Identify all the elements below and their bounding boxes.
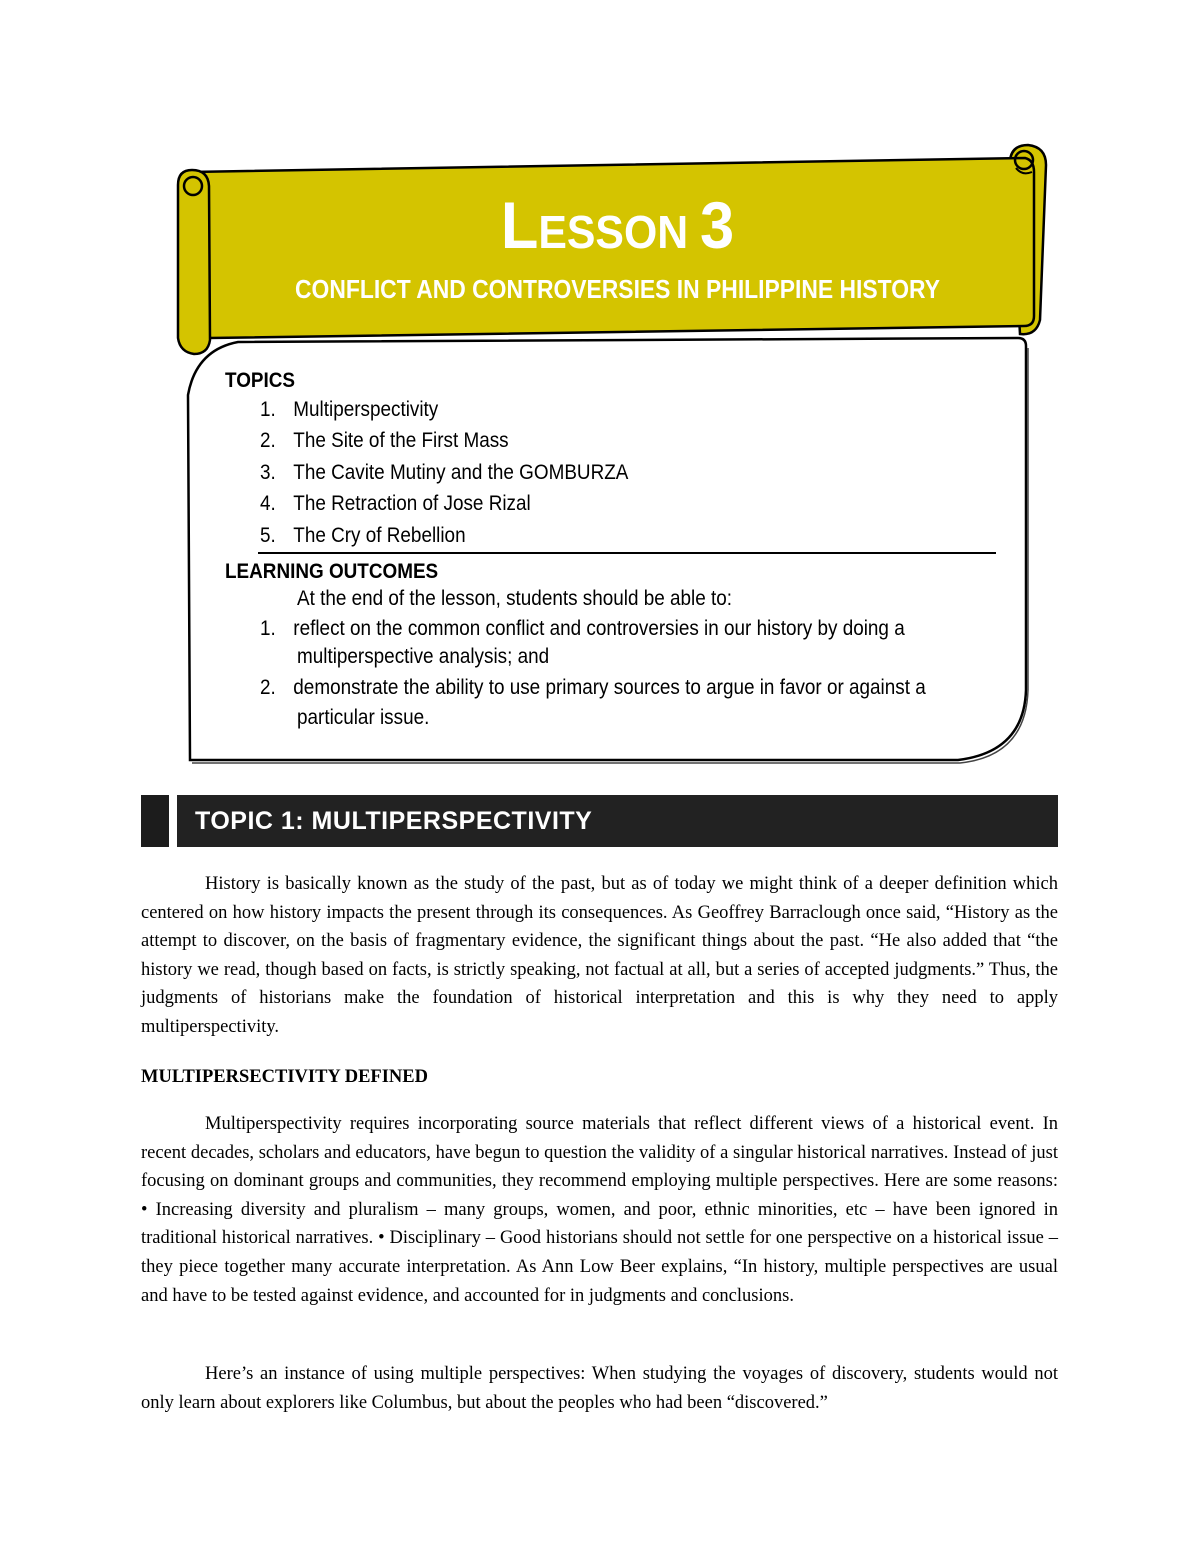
topic-item <box>260 457 628 488</box>
lesson-number: 3 <box>700 188 735 262</box>
lesson-title-rest: ESSON <box>538 206 689 258</box>
lesson-title-initial: L <box>500 188 539 262</box>
topic-number: 3. <box>260 461 276 484</box>
topic-label: The Site of the First Mass <box>293 429 509 452</box>
topics-divider <box>258 552 996 554</box>
topic-number: 2. <box>260 429 276 452</box>
topic-number: 5. <box>260 524 276 547</box>
outcome-number: 2. <box>260 676 276 699</box>
topic-item <box>260 488 531 519</box>
topic-item <box>260 394 438 425</box>
topics-heading: TOPICS <box>225 369 296 392</box>
lesson-title <box>229 188 1006 265</box>
outcome-item <box>260 672 926 703</box>
lesson-subtitle: CONFLICT AND CONTROVERSIES IN PHILIPPINE HISTORY <box>295 274 940 304</box>
outcome-line: particular issue. <box>297 706 430 729</box>
body-paragraph-3: Here’s an instance of using multiple perspectives: When studying the voyages of discovery, students would not only learn about explorers like Columbus, but about the peoples who had been “discovered.” <box>141 1364 1058 1413</box>
outcome-number: 1. <box>260 617 276 640</box>
outcome-line: demonstrate the ability to use primary sources to argue in favor or against a <box>293 676 926 699</box>
outcomes-heading: LEARNING OUTCOMES <box>225 560 439 583</box>
topic-label: Multiperspectivity <box>293 398 439 421</box>
topic-item <box>260 425 509 456</box>
topic-label: The Cry of Rebellion <box>293 524 466 547</box>
outcome-line: multiperspective analysis; and <box>297 645 550 668</box>
section-heading: MULTIPERSECTIVITY DEFINED <box>141 1067 428 1087</box>
outcomes-intro: At the end of the lesson, students should be able to: <box>297 587 733 610</box>
topic-label: The Cavite Mutiny and the GOMBURZA <box>293 461 629 484</box>
outcome-item <box>260 613 905 644</box>
body-paragraph-2: Multiperspectivity requires incorporating source materials that reflect different views of a historical event. In recent decades, scholars and educators, have begun to question the validity of a singular historical narratives. Instead of just focusing on dominant groups and communities, they recommend employing multiple perspectives. Here are some reasons: • Increasing diversity and pluralism – many groups, women, and poor, ethnic minorities, etc – have been ignored in traditional historical narratives. • Disciplinary – Good historians should not settle for one perspective on a historical issue – they piece together many accurate interpretation. As Ann Low Beer explains, “In history, multiple perspectives are usual and have to be tested against evidence, and accounted for in judgments and conclusions. <box>141 1114 1058 1306</box>
banner-left-roll <box>178 170 210 354</box>
body-paragraph-1: History is basically known as the study of the past, but as of today we might think of a deeper definition which centered on how history impacts the present through its consequences. As Geoffrey Barraclough once said, “History as the attempt to discover, on the basis of fragmentary evidence, the significant things about the past. “He also added that “the history we read, though based on facts, is strictly speaking, not factual at all, but a series of accepted judgments.” Thus, the judgments of historians make the foundation of historical interpretation and this is why they need to apply multiperspectivity. <box>141 874 1058 1037</box>
topic1-title: TOPIC 1: MULTIPERSPECTIVITY <box>195 807 593 835</box>
topic1-bar-stub <box>141 795 169 847</box>
topic1-header-bar <box>141 795 1058 847</box>
topic-number: 1. <box>260 398 276 421</box>
topic-item <box>260 520 466 551</box>
topic-label: The Retraction of Jose Rizal <box>293 492 531 515</box>
topic-number: 4. <box>260 492 276 515</box>
outcome-line: reflect on the common conflict and controversies in our history by doing a <box>293 617 905 640</box>
